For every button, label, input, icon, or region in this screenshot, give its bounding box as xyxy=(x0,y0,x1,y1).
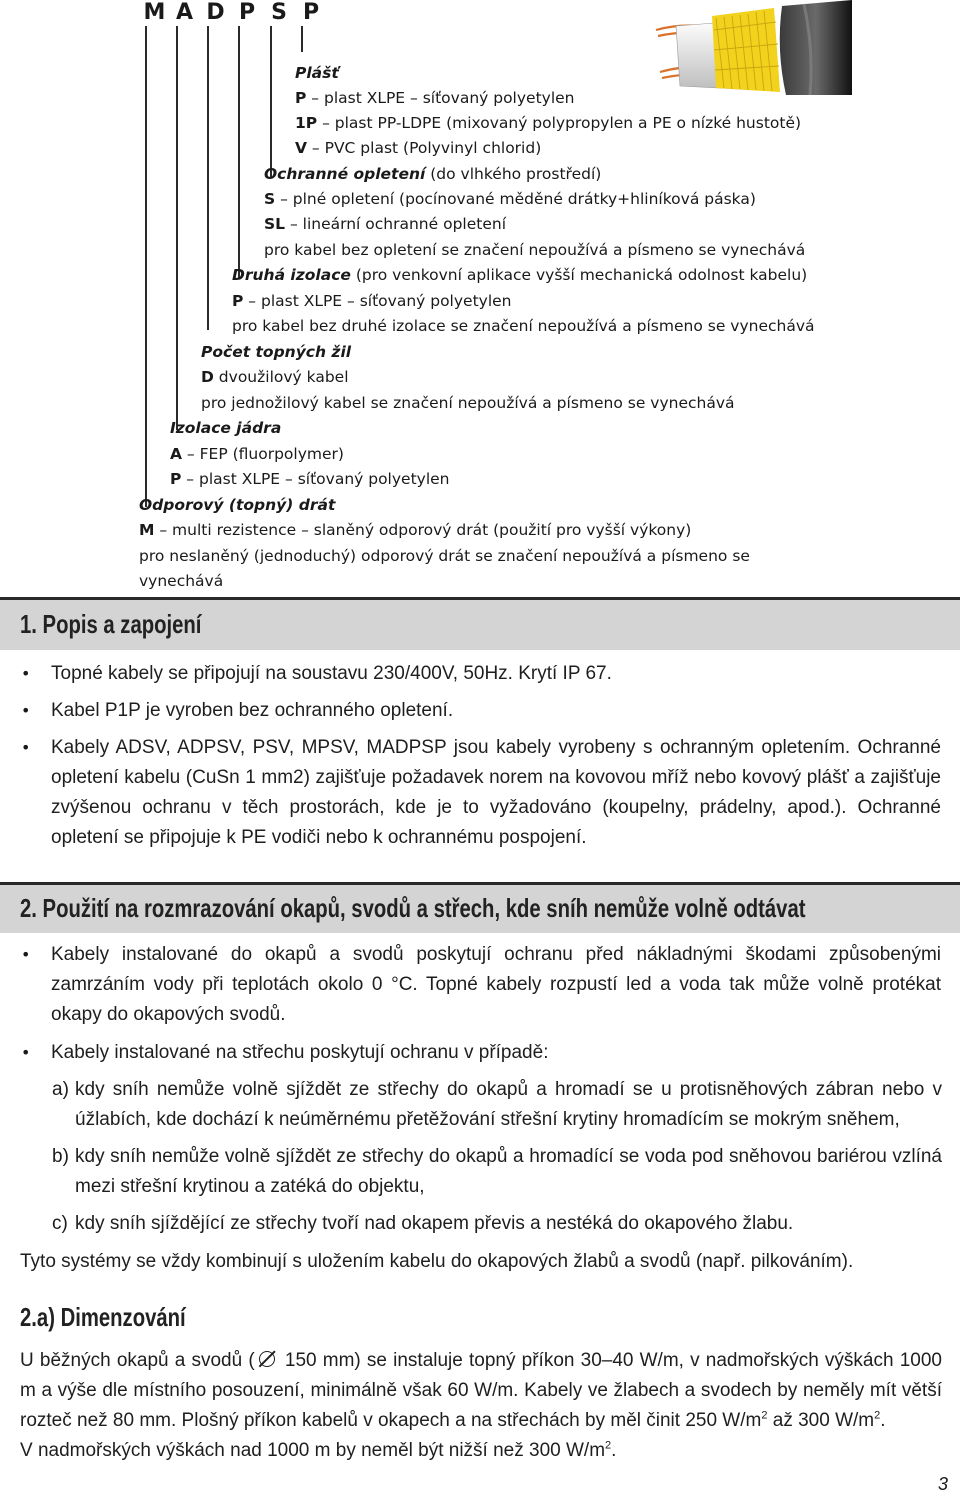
dimensioning-paragraph: U běžných okapů a svodů ( 150 mm) se instaluje topný příkon 30–40 W/m, v nadmořských výškách 1000 m a výše dle místního posouzení, minimálně však 60 W/m. Kabely ve žlabech a svodech by neměly mít větší rozteč než 80 mm. Plošný příkon kabelů v okapech a na střechách by měl činit 250 $W/m^2$ až 300 $W/m^2$. xyxy=(20,1350,943,1431)
section-2a-heading: 2.a) Dimenzování xyxy=(20,1302,186,1332)
list-label: c) xyxy=(52,1213,68,1234)
connector-line xyxy=(207,26,209,330)
legend-option: 1P – plast PP-LDPE (mixovaný polypropylen a PE o nízké hustotě) xyxy=(295,114,802,132)
yellow-braid xyxy=(712,8,780,92)
list-label: a) xyxy=(52,1079,69,1100)
bullet-marker: • xyxy=(21,945,31,964)
section-1-heading: 1. Popis a zapojení xyxy=(20,609,202,639)
connector-line xyxy=(176,26,178,430)
bullet-marker: • xyxy=(21,738,31,757)
legend-option: V – PVC plast (Polyvinyl chlorid) xyxy=(295,139,542,157)
legend-option: P – plast XLPE – síťovaný polyetylen xyxy=(170,470,450,488)
bullet-marker: • xyxy=(21,1043,31,1062)
legend-note: pro neslaněný (jednoduchý) odporový drát se značení nepoužívá a písmeno se xyxy=(139,547,750,565)
list-item-text: kdy sníh sjíždějící ze střechy tvoří nad okapem převis a nestéká do okapového žlabu. xyxy=(75,1213,794,1234)
legend-option: SL – lineární ochranné opletení xyxy=(264,215,506,233)
diameter-icon xyxy=(259,1351,275,1367)
legend-note: pro jednožilový kabel se značení nepoužívá a písmeno se vynechává xyxy=(201,394,735,412)
code-letter: M xyxy=(143,0,166,25)
bullet-text: Kabely ADSV, ADPSV, PSV, MPSV, MADPSP jsou kabely vyrobeny s ochranným opletením. Ochranné opletení kabelu (CuSn 1 mm2) zajišťuje požadavek norem na kovovou mříž nebo kovový plášť a zajišťuje zvýšenou ochranu v těch prostorách, kde je to vyžadováno (koupelny, prádelny, apod.). Ochranné opletení se připojuje k PE vodiči nebo k ochrannému pospojení. xyxy=(51,737,941,848)
code-letter: A xyxy=(175,0,194,25)
bullet-text: Kabel P1P je vyroben bez ochranného opletení. xyxy=(51,700,454,721)
legend-heading-second-insulation: Druhá izolace (pro venkovní aplikace vyšší mechanická odolnost kabelu) xyxy=(232,266,808,284)
legend-option: P – plast XLPE – síťovaný polyetylen xyxy=(232,292,512,310)
legend-option: D dvoužilový kabel xyxy=(201,368,349,386)
legend-heading-resistance-wire: Odporový (topný) drát xyxy=(139,496,336,514)
legend-option: S – plné opletení (pocínované měděné drátky+hliníková páska) xyxy=(264,190,756,208)
legend-heading-braid: Ochranné opletení (do vlhkého prostředí) xyxy=(264,165,602,183)
legend-note: vynechává xyxy=(139,572,224,590)
code-letter: S xyxy=(271,0,287,25)
connector-line xyxy=(270,26,272,178)
list-item-text: kdy sníh nemůže volně sjíždět ze střechy do okapů a hromadící se voda pod sněhovou bariérou vzlíná mezi střešní krytinou a zatéká do objektu, xyxy=(75,1146,942,1197)
code-letter: P xyxy=(302,0,320,25)
section-2-heading: 2. Použití na rozmrazování okapů, svodů a střech, kde sníh nemůže volně odtávat xyxy=(20,893,806,923)
list-item-text: kdy sníh nemůže volně sjíždět ze střechy do okapů a hromadí se u protisněhových zábran nebo v úžlabích, kde dochází k neúměrnému přetěžování střešní krytiny hromadícím se mokrým sněhem, xyxy=(75,1079,942,1130)
legend-note: pro kabel bez druhé izolace se značení nepoužívá a písmeno se vynechává xyxy=(232,317,815,335)
code-letter: D xyxy=(206,0,225,25)
legend-heading-conductors: Počet topných žil xyxy=(201,343,352,361)
bullet-text: Kabely instalované do okapů a svodů poskytují ochranu před nákladnými škodami způsobenými zamrzáním vody při teplotách okolo 0 °C. Topné kabely rozpustí led a voda tak může volně protékat okapy do okapových svodů. xyxy=(51,944,941,1025)
legend-option: P – plast XLPE – síťovaný polyetylen xyxy=(295,89,575,107)
connector-line xyxy=(301,26,303,52)
section-2-bar xyxy=(0,882,960,933)
page-number: 3 xyxy=(937,1474,948,1494)
legend-note: pro kabel bez opletení se značení nepoužívá a písmeno se vynechává xyxy=(264,241,806,259)
bullet-marker: • xyxy=(21,664,31,683)
altitude-paragraph: V nadmořských výškách nad 1000 m by neměl být nižší než 300 $W/m^2$. xyxy=(20,1439,617,1461)
closing-paragraph: Tyto systémy se vždy kombinují s uložením kabelu do okapových žlabů a svodů (např. pilkováním). xyxy=(20,1251,854,1272)
bullet-text: Kabely instalované na střechu poskytují ochranu v případě: xyxy=(51,1042,549,1063)
legend-heading-sheath: Plášť xyxy=(295,64,339,82)
connector-line xyxy=(238,26,240,279)
cable-cross-section-image xyxy=(654,0,854,95)
legend-heading-core-insulation: Izolace jádra xyxy=(170,419,282,437)
bullet-marker: • xyxy=(21,701,31,720)
bullet-text: Topné kabely se připojují na soustavu 230/400V, 50Hz. Krytí IP 67. xyxy=(51,663,612,684)
legend-option: A – FEP (fluorpolymer) xyxy=(170,445,344,463)
list-label: b) xyxy=(52,1146,69,1167)
legend-option: M – multi rezistence – slaněný odporový drát (použití pro vyšší výkony) xyxy=(139,521,692,539)
connector-line xyxy=(145,26,147,507)
cable-code-letters xyxy=(140,0,327,26)
section-1-bar xyxy=(0,597,960,650)
code-letter: P xyxy=(238,0,256,25)
